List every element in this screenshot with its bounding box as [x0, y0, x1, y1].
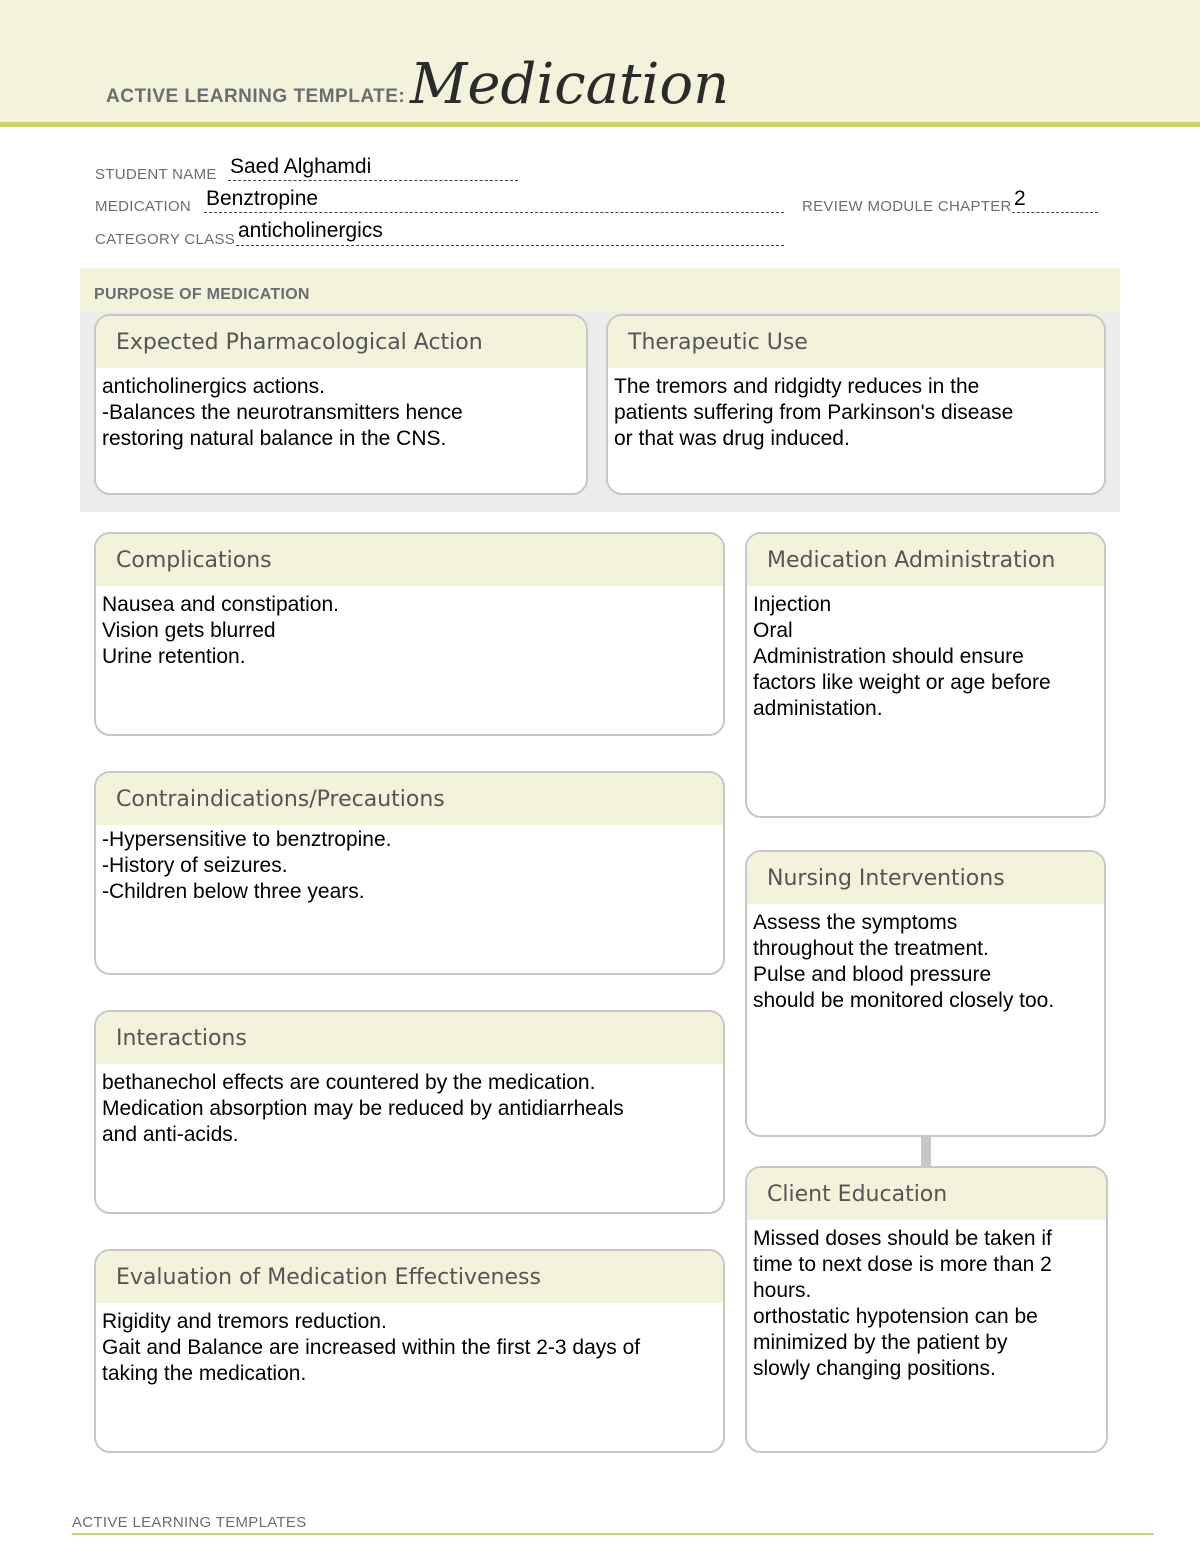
evaluation-text[interactable]	[96, 1303, 723, 1387]
contraindications-text[interactable]	[96, 825, 723, 905]
text-line: Medication absorption may be reduced by antidiarrheals	[102, 1097, 624, 1120]
interactions-box	[94, 1010, 725, 1214]
text-line: Nausea and constipation.	[102, 593, 339, 616]
therapeutic-use-text[interactable]	[608, 368, 1104, 452]
text-line: slowly changing positions.	[753, 1357, 996, 1380]
text-line: Assess the symptoms	[753, 911, 958, 934]
text-line: -Balances the neurotransmitters hence	[102, 401, 463, 424]
evaluation-box	[94, 1249, 725, 1453]
expected-action-text[interactable]	[96, 368, 586, 452]
text-line: Administration should ensure	[753, 645, 1024, 668]
text-line: Pulse and blood pressure	[753, 963, 992, 986]
text-line: Missed doses should be taken if	[753, 1227, 1052, 1250]
expected-action-title: Expected Pharmacological Action	[96, 316, 586, 368]
interactions-text[interactable]	[96, 1064, 723, 1148]
text-line: factors like weight or age before	[753, 671, 1051, 694]
template-title: Medication	[410, 52, 730, 117]
text-line: and anti-acids.	[102, 1123, 239, 1146]
student-name-line	[228, 180, 518, 181]
text-line: Gait and Balance are increased within the first 2-3 days of	[102, 1336, 641, 1359]
text-line: hours.	[753, 1279, 812, 1302]
nursing-interventions-box	[745, 850, 1106, 1137]
client-education-box	[745, 1166, 1108, 1453]
expected-action-box	[94, 314, 588, 495]
text-line: administation.	[753, 697, 883, 720]
text-line: should be monitored closely too.	[753, 989, 1055, 1012]
medication-label: MEDICATION	[95, 198, 192, 215]
client-education-title: Client Education	[747, 1168, 1106, 1220]
contraindications-title: Contraindications/Precautions	[96, 773, 723, 825]
therapeutic-use-title: Therapeutic Use	[608, 316, 1104, 368]
text-line: Urine retention.	[102, 645, 246, 668]
student-name-value[interactable]: Saed Alghamdi	[230, 155, 372, 178]
client-education-text[interactable]	[747, 1220, 1106, 1382]
category-class-label: CATEGORY CLASS	[95, 231, 236, 248]
text-line: minimized by the patient by	[753, 1331, 1008, 1354]
footer-divider	[72, 1533, 1154, 1535]
medication-line	[204, 212, 784, 213]
complications-title: Complications	[96, 534, 723, 586]
text-line: Rigidity and tremors reduction.	[102, 1310, 387, 1333]
text-line: patients suffering from Parkinson's disease	[614, 401, 1014, 424]
header-divider	[0, 122, 1200, 127]
interactions-title: Interactions	[96, 1012, 723, 1064]
medication-administration-text[interactable]	[747, 586, 1104, 722]
nursing-interventions-text[interactable]	[747, 904, 1104, 1014]
category-class-value[interactable]: anticholinergics	[238, 219, 383, 242]
text-line: time to next dose is more than 2	[753, 1253, 1052, 1276]
footer-label: ACTIVE LEARNING TEMPLATES	[72, 1514, 307, 1531]
text-line: taking the medication.	[102, 1362, 307, 1385]
text-line: -History of seizures.	[102, 854, 288, 877]
text-line: Vision gets blurred	[102, 619, 276, 642]
student-name-label: STUDENT NAME	[95, 166, 217, 183]
text-line: or that was drug induced.	[614, 427, 850, 450]
text-line: Injection	[753, 593, 832, 616]
text-line: -Children below three years.	[102, 880, 365, 903]
complications-box	[94, 532, 725, 736]
text-line: bethanechol effects are countered by the medication.	[102, 1071, 596, 1094]
text-line: -Hypersensitive to benztropine.	[102, 828, 392, 851]
text-line: anticholinergics actions.	[102, 375, 325, 398]
review-module-line	[1012, 212, 1098, 213]
text-line: throughout the treatment.	[753, 937, 989, 960]
box-connector	[921, 1136, 931, 1166]
complications-text[interactable]	[96, 586, 723, 670]
therapeutic-use-box	[606, 314, 1106, 495]
review-module-value[interactable]: 2	[1014, 187, 1026, 210]
category-class-line	[236, 245, 784, 246]
review-module-label: REVIEW MODULE CHAPTER	[802, 198, 1012, 215]
text-line: The tremors and ridgidty reduces in the	[614, 375, 980, 398]
medication-administration-title: Medication Administration	[747, 534, 1104, 586]
template-label: ACTIVE LEARNING TEMPLATE:	[106, 86, 406, 107]
medication-administration-box	[745, 532, 1106, 818]
purpose-label: PURPOSE OF MEDICATION	[94, 286, 310, 303]
medication-value[interactable]: Benztropine	[206, 187, 319, 210]
text-line: Oral	[753, 619, 793, 642]
text-line: orthostatic hypotension can be	[753, 1305, 1038, 1328]
nursing-interventions-title: Nursing Interventions	[747, 852, 1104, 904]
text-line: restoring natural balance in the CNS.	[102, 427, 447, 450]
evaluation-title: Evaluation of Medication Effectiveness	[96, 1251, 723, 1303]
contraindications-box	[94, 771, 725, 975]
